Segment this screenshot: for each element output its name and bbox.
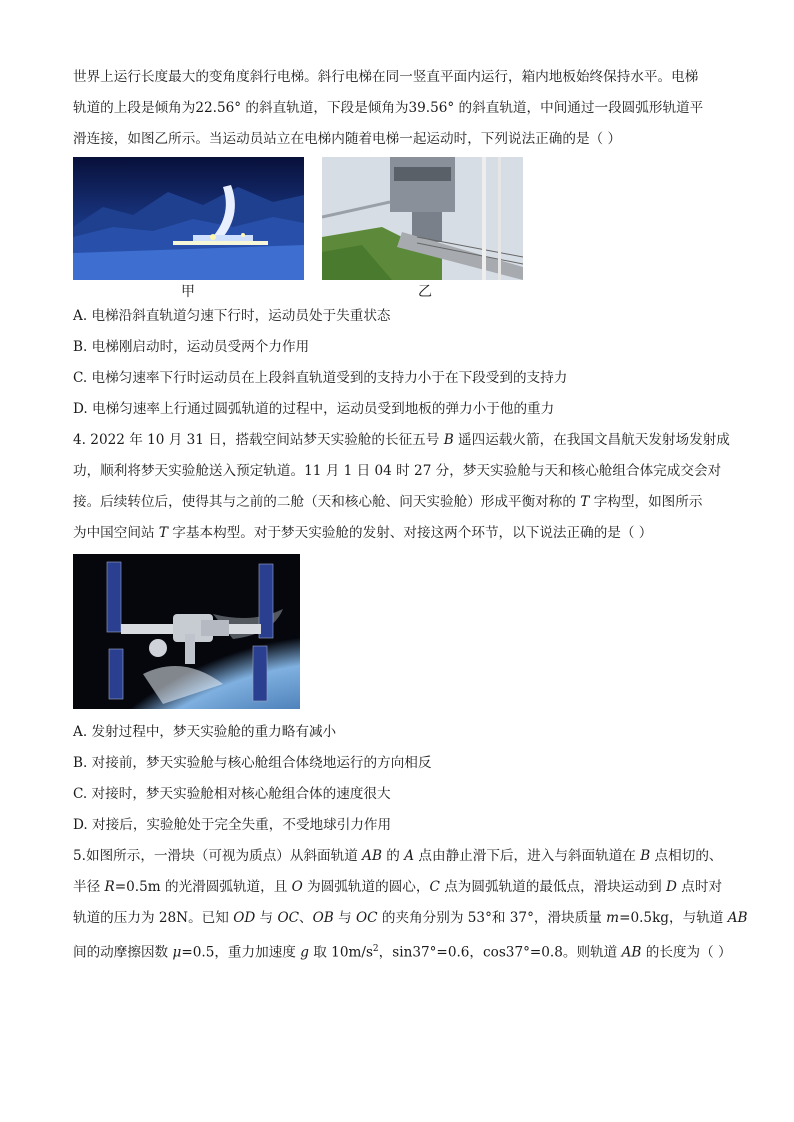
q3-line-3: 滑连接，如图乙所示。当运动员站立在电梯内随着电梯一起运动时，下列说法正确的是（ ） xyxy=(73,131,622,147)
q5-text: =0.5，重力加速度 xyxy=(181,944,301,961)
q4-option-c: C. 对接时，梦天实验舱相对核心舱组合体的速度很大 xyxy=(73,786,391,802)
q5-var: A xyxy=(404,848,415,864)
q5-text: 点为圆弧轨道的最低点，滑块运动到 xyxy=(439,879,667,895)
q3-option-a: A. 电梯沿斜直轨道匀速下行时，运动员处于失重状态 xyxy=(73,308,391,324)
figure-jia-ski-jump-night xyxy=(73,157,304,280)
q5-var: AB xyxy=(727,910,748,926)
q5-var: OD xyxy=(233,910,256,926)
q5-var: O xyxy=(291,879,303,895)
q4-text: 接。后续转位后，使得其与之前的二舱（天和核心舱、问天实验舱）形成平衡对称的 xyxy=(73,494,581,510)
q5-var: g xyxy=(300,944,309,961)
q5-var: OB xyxy=(312,910,334,926)
q5-text: 点时对 xyxy=(676,879,723,895)
q5-var: m xyxy=(606,910,620,926)
q5-line-2 xyxy=(73,872,733,903)
q5-text: 为圆弧轨道的圆心， xyxy=(302,879,430,895)
q5-var: μ xyxy=(172,944,182,961)
q3-option-c: C. 电梯匀速率下行时运动员在上段斜直轨道受到的支持力小于在下段受到的支持力 xyxy=(73,370,568,386)
q3-option-d: D. 电梯匀速率上行通过圆弧轨道的过程中，运动员受到地板的弹力小于他的重力 xyxy=(73,401,555,417)
q5-var: OC xyxy=(356,910,378,926)
q3-option-b: B. 电梯刚启动时，运动员受两个力作用 xyxy=(73,339,310,355)
q5-text: 半径 xyxy=(73,879,105,895)
q4-line-1 xyxy=(73,425,733,456)
q5-text: ，sin37°=0.6，cos37°=0.8。则轨道 xyxy=(378,944,622,961)
figure-yi-caption: 乙 xyxy=(418,284,432,300)
q5-text: 5.如图所示，一滑块（可视为质点）从斜面轨道 xyxy=(73,848,363,864)
q5-text: 的夹角分别为 53°和 37°，滑块质量 xyxy=(377,910,607,926)
q5-stem xyxy=(73,841,748,969)
q5-var: AB xyxy=(362,848,382,864)
q4-text: 字构型，如图所示 xyxy=(589,494,703,510)
q5-line-4 xyxy=(73,934,733,969)
q5-var: D xyxy=(666,879,677,895)
q4-option-b: B. 对接前，梦天实验舱与核心舱组合体绕地运行的方向相反 xyxy=(73,755,432,771)
q4-text: 字基本构型。对于梦天实验舱的发射、对接这两个环节，以下说法正确的是（ ） xyxy=(167,525,653,541)
q5-text: 的 xyxy=(381,848,405,864)
q5-text: 的长度为（ ） xyxy=(641,944,732,961)
q5-text: 与 xyxy=(255,910,278,926)
q5-line-1 xyxy=(73,841,733,872)
q5-text: 点相切的、 xyxy=(650,848,723,864)
q4-var: B xyxy=(443,432,454,448)
q5-var: C xyxy=(429,879,440,895)
figure-jia-caption: 甲 xyxy=(181,284,195,300)
q3-line-2: 轨道的上段是倾角为22.56° 的斜直轨道，下段是倾角为39.56° 的斜直轨道，中间通过一段圆弧形轨道平 xyxy=(73,100,704,116)
q5-var: R xyxy=(104,879,115,895)
q4-stem xyxy=(73,425,733,549)
figure-space-station xyxy=(73,554,300,709)
q5-var: OC xyxy=(277,910,300,926)
q4-line-4 xyxy=(73,518,733,549)
q5-text: =0.5m 的光滑圆弧轨道，且 xyxy=(114,879,292,895)
q4-option-a: A. 发射过程中，梦天实验舱的重力略有减小 xyxy=(73,724,337,740)
q5-var: AB xyxy=(621,944,642,961)
q3-stem xyxy=(73,62,733,155)
q5-text: 轨道的压力为 28N。已知 xyxy=(73,910,234,926)
q4-text: 4. 2022 年 10 月 31 日，搭载空间站梦天实验舱的长征五号 xyxy=(73,432,444,448)
figure-yi-inclined-elevator xyxy=(322,157,523,280)
q5-text: 、 xyxy=(299,910,313,926)
q4-var: T xyxy=(580,494,590,510)
q4-line-2: 功，顺利将梦天实验舱送入预定轨道。11 月 1 日 04 时 27 分，梦天实验舱与天和核心舱组合体完成交会对 xyxy=(73,463,722,479)
q5-superscript: 2 xyxy=(372,944,379,954)
q5-line-3 xyxy=(73,903,748,934)
q5-text: 点由静止滑下后，进入与斜面轨道在 xyxy=(414,848,641,864)
q3-line-1: 世界上运行长度最大的变角度斜行电梯。斜行电梯在同一竖直平面内运行，箱内地板始终保持水平。电梯 xyxy=(73,69,699,85)
q4-text: 为中国空间站 xyxy=(73,525,159,541)
q5-text: 与 xyxy=(333,910,357,926)
q4-text: 遥四运载火箭，在我国文昌航天发射场发射成 xyxy=(453,432,730,448)
q4-line-3 xyxy=(73,487,733,518)
q5-var: B xyxy=(640,848,651,864)
q4-option-d: D. 对接后，实验舱处于完全失重，不受地球引力作用 xyxy=(73,817,392,833)
q5-text: 间的动摩擦因数 xyxy=(73,944,173,961)
q5-text: =0.5kg，与轨道 xyxy=(619,910,728,926)
q5-text: 取 10m/s xyxy=(308,944,373,961)
q4-var: T xyxy=(158,525,168,541)
